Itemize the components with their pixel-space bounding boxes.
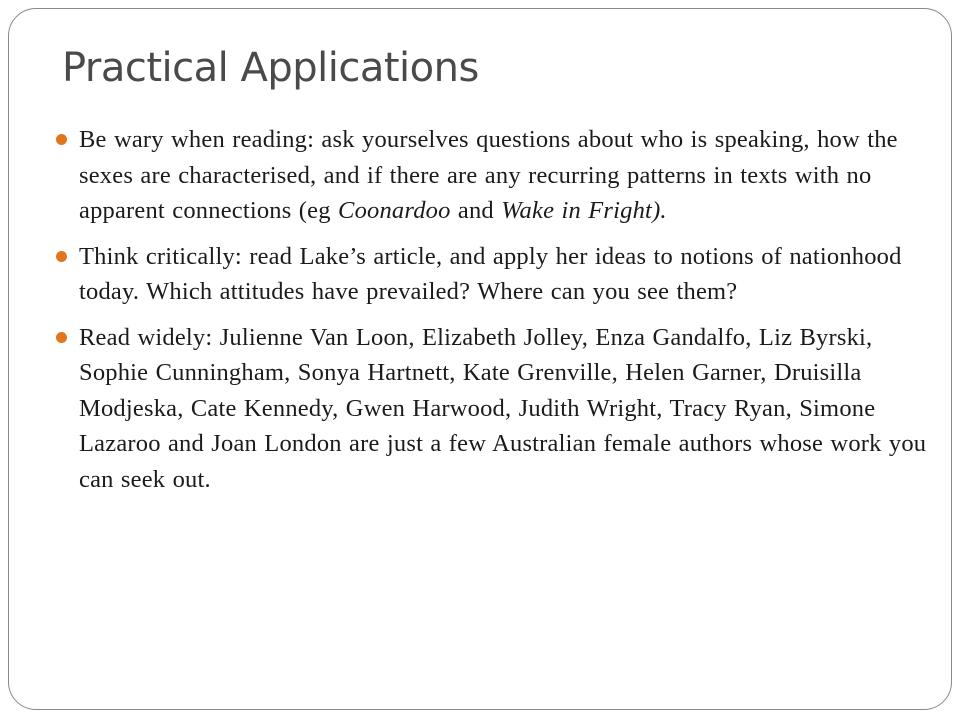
bullet-text: Read widely: Julienne Van Loon, Elizabeth Jolley, Enza Gandalfo, Liz Byrski, Sophie Cunningham, Sonya Hartnett, Kate Grenville, Helen Garner, Druisilla Modjeska, Cate Kennedy, Gwen Harwood, Judith Wright, Tracy Ryan, Simone Lazaroo and Joan London are just a few Australian female authors whose work you can seek out. xyxy=(79,323,927,493)
bullet-dot-icon xyxy=(56,251,67,262)
bullet-item-reading xyxy=(79,122,935,229)
bullet-text: Think critically: read Lake’s article, and apply her ideas to notions of nationhood today. Which attitudes have prevailed? Where can you see them? xyxy=(79,242,902,305)
bullet-item-critical xyxy=(79,239,935,310)
book-title-wake-in-fright: Wake in Fright). xyxy=(501,197,667,224)
bullet-text: Be wary when reading: ask yourselves questions about who is speaking, how the sexes are characterised, and if there are any recurring patterns in texts with no apparent connections (eg xyxy=(79,126,898,224)
slide-title: Practical Applications xyxy=(62,45,479,91)
bullet-list xyxy=(79,122,935,507)
bullet-item-widely xyxy=(79,320,935,498)
bullet-dot-icon xyxy=(56,332,67,343)
bullet-text: and xyxy=(450,197,502,224)
book-title-coonardoo: Coonardoo xyxy=(338,197,451,224)
bullet-dot-icon xyxy=(56,134,67,145)
slide-frame xyxy=(8,8,952,710)
